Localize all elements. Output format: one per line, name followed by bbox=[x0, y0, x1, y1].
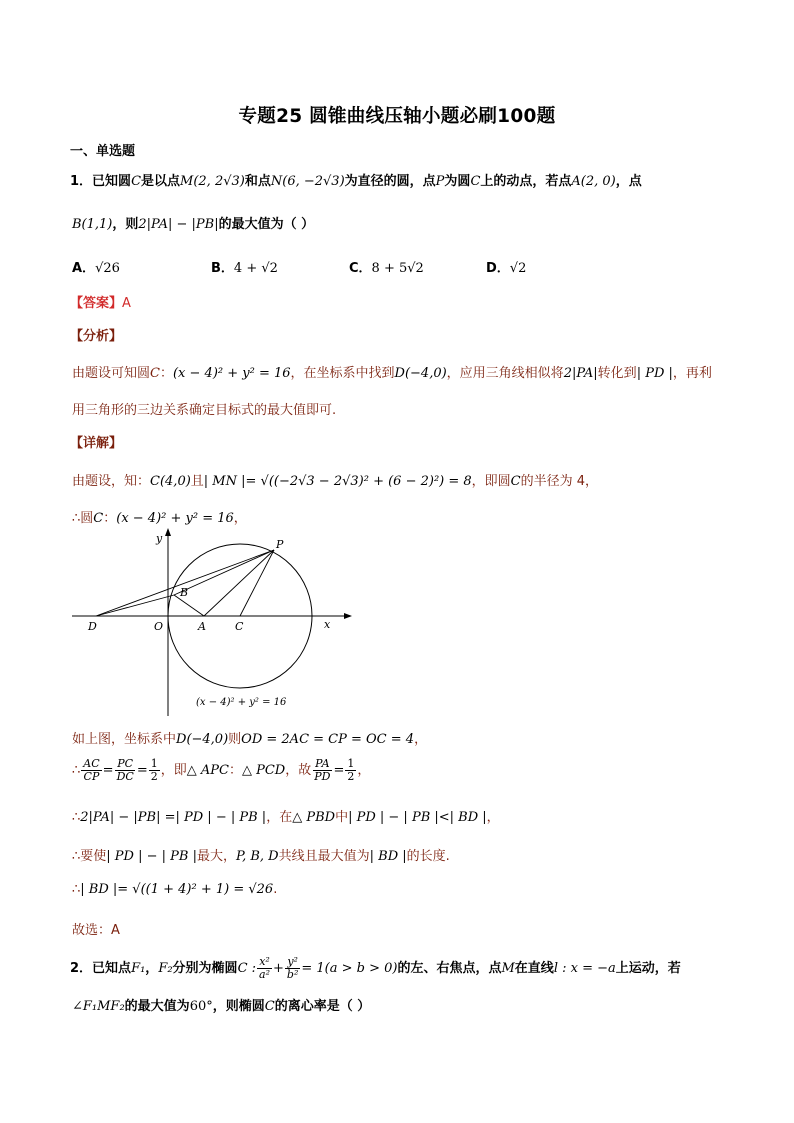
detail-point-c: C(4,0) bbox=[150, 474, 191, 489]
analysis-text: 由题设可知圆 bbox=[72, 366, 151, 381]
option-label: A． bbox=[72, 261, 96, 276]
frac-num: 1 bbox=[347, 757, 355, 770]
analysis-var-c: C bbox=[150, 366, 160, 381]
fraction-ac-cp bbox=[81, 758, 101, 783]
q2-ellipse-rest: = 1(a > b > 0) bbox=[301, 961, 398, 976]
q2-point-m: M bbox=[501, 961, 515, 976]
detail-text: 最大， bbox=[196, 849, 236, 864]
answer-tag: 【答案】 bbox=[70, 296, 123, 311]
option-value: 8 + 5√2 bbox=[371, 261, 424, 276]
q2-text: ， bbox=[145, 961, 159, 976]
fraction-x2-a2 bbox=[257, 956, 272, 981]
detail-mn-equation: | MN |= √((−2√3 − 2√3)² + (6 − 2)²) = 8 bbox=[203, 474, 472, 489]
detail-line-6 bbox=[72, 845, 450, 864]
option-label: C． bbox=[349, 261, 372, 276]
option-value: 4 + √2 bbox=[233, 261, 278, 276]
q1-text: 的最大值为（ ） bbox=[218, 217, 315, 232]
label-p: P bbox=[276, 538, 284, 551]
frac-num: PC bbox=[117, 757, 134, 770]
analysis-line-2: 用三角形的三边关系确定目标式的最大值即可. bbox=[72, 403, 337, 418]
detail-point-d: D(−4,0) bbox=[176, 732, 229, 747]
q2-text: 已知点 bbox=[92, 961, 132, 976]
q1-var-p: P bbox=[435, 174, 445, 189]
option-value: √26 bbox=[95, 261, 120, 276]
segment-db bbox=[96, 595, 174, 616]
detail-line-2 bbox=[72, 507, 247, 526]
detail-var-c: C bbox=[510, 474, 521, 489]
label-a: A bbox=[198, 620, 206, 633]
detail-text: ∴ bbox=[72, 763, 81, 778]
q2-text: 的最大值为 bbox=[124, 999, 190, 1014]
triangle-apc: △ APC bbox=[186, 763, 229, 778]
frac-num: AC bbox=[83, 757, 100, 770]
frac-den: 2 bbox=[347, 770, 355, 783]
q1-text: 为直径的圆，点 bbox=[344, 174, 436, 189]
detail-text: . bbox=[273, 882, 278, 897]
label-x: x bbox=[324, 618, 331, 631]
detail-text: ， bbox=[233, 511, 247, 526]
detail-expression: | PD | − | PB | bbox=[106, 849, 197, 864]
detail-text: ∴ bbox=[72, 882, 81, 897]
analysis-point-d: D(−4,0) bbox=[394, 366, 447, 381]
fraction-pc-dc bbox=[115, 758, 136, 783]
question-2-line-1: 2．已知点F₁，F₂分别为椭圆C : $\frac{\text{x²}}{\text{a²}}$ + $\frac{\text{y²}}{\text{b²}}$ = 1(a > b > 0)的左、右焦点，点M在直线l : x = −a上运动，若 bbox=[70, 955, 681, 981]
option-a[interactable] bbox=[72, 257, 120, 276]
q1-text: 为圆 bbox=[444, 174, 471, 189]
analysis-line-1 bbox=[72, 362, 712, 381]
detail-text: ， bbox=[414, 732, 428, 747]
question-number: 1． bbox=[70, 174, 93, 189]
option-b[interactable] bbox=[211, 257, 278, 276]
q1-text: 是以点 bbox=[141, 174, 181, 189]
label-c: C bbox=[235, 620, 244, 633]
analysis-text: 转化到 bbox=[597, 366, 637, 381]
question-2-line-2 bbox=[72, 995, 370, 1014]
detail-text: ，即圆 bbox=[471, 474, 511, 489]
q2-f2: F₂ bbox=[158, 961, 173, 976]
q1-var-c: C bbox=[131, 174, 142, 189]
q1-text: 上的动点，若点 bbox=[480, 174, 572, 189]
detail-text: 如上图，坐标系中 bbox=[72, 732, 177, 747]
detail-text: ， bbox=[486, 810, 500, 825]
detail-text: ∴要使 bbox=[72, 849, 107, 864]
detail-text: 的半径为 4， bbox=[520, 474, 599, 489]
frac-den: CP bbox=[83, 770, 100, 783]
detail-points: P, B, D bbox=[235, 849, 279, 864]
x-axis-arrow-icon bbox=[344, 613, 352, 619]
frac-num: y² bbox=[287, 955, 298, 968]
choose-line: 故选：A bbox=[72, 923, 120, 938]
q1-text: ，则 bbox=[112, 217, 139, 232]
detail-tag: 【详解】 bbox=[70, 436, 123, 451]
detail-text: 共线且最大值为 bbox=[278, 849, 370, 864]
frac-den: DC bbox=[116, 770, 134, 783]
fraction-half bbox=[149, 758, 160, 783]
q1-var-c: C bbox=[470, 174, 481, 189]
triangle-pbd: △ PBD bbox=[292, 810, 336, 825]
detail-text: ： bbox=[228, 763, 242, 778]
fraction-half-2 bbox=[345, 758, 356, 783]
detail-bd-equation: | BD |= √((1 + 4)² + 1) = √26 bbox=[80, 882, 274, 897]
q1-text: 和点 bbox=[244, 174, 271, 189]
frac-num: x² bbox=[259, 955, 270, 968]
y-axis-arrow-icon bbox=[165, 528, 171, 536]
label-b: B bbox=[180, 586, 189, 599]
triangle-pcd: △ PCD bbox=[241, 763, 286, 778]
q2-text: ，则椭圆 bbox=[212, 999, 265, 1014]
detail-text: ∴ bbox=[72, 810, 81, 825]
detail-text: ： bbox=[103, 511, 117, 526]
analysis-pa: 2|PA| bbox=[563, 366, 598, 381]
q2-degrees: 60° bbox=[189, 999, 213, 1014]
label-y: y bbox=[156, 532, 163, 545]
q2-angle: ∠F₁MF₂ bbox=[72, 999, 125, 1014]
analysis-equation: (x − 4)² + y² = 16 bbox=[172, 366, 291, 381]
q2-text: 的左、右焦点，点 bbox=[397, 961, 502, 976]
segment-ba bbox=[174, 595, 204, 616]
detail-line-3 bbox=[72, 728, 427, 747]
option-label: B． bbox=[211, 261, 234, 276]
question-1-line-2 bbox=[72, 213, 314, 232]
q2-f1: F₁ bbox=[131, 961, 146, 976]
detail-text: ，在 bbox=[266, 810, 293, 825]
analysis-text: ： bbox=[159, 366, 173, 381]
frac-den: PD bbox=[314, 770, 331, 783]
detail-circle-equation: (x − 4)² + y² = 16 bbox=[116, 511, 234, 526]
detail-line-4: ∴ $\frac{AC}{CP}$ = $\frac{PC}{DC}$ = $\frac{1}{2}$ ，即△ APC：△ PCD，故 $\frac{PA}{PD}$ = $\frac{1}{2}$ ， bbox=[72, 757, 371, 783]
detail-length-equation: OD = 2AC = CP = OC = 4 bbox=[241, 732, 415, 747]
segment-pc bbox=[240, 550, 274, 616]
analysis-text: ，再利 bbox=[672, 366, 712, 381]
fraction-pa-pd bbox=[312, 758, 332, 783]
detail-text: ∴圆 bbox=[72, 511, 94, 526]
detail-bd: | BD | bbox=[369, 849, 407, 864]
detail-text: 则 bbox=[228, 732, 242, 747]
option-c[interactable] bbox=[349, 257, 424, 276]
q1-expression: 2|PA| − |PB| bbox=[138, 217, 219, 232]
label-d: D bbox=[88, 620, 97, 633]
question-number: 2． bbox=[70, 961, 93, 976]
label-o: O bbox=[154, 620, 164, 633]
q1-text: ，点 bbox=[615, 174, 642, 189]
detail-text: 中 bbox=[335, 810, 349, 825]
q1-point-b: B(1,1) bbox=[72, 217, 113, 232]
option-d[interactable] bbox=[486, 257, 526, 276]
circle-diagram bbox=[68, 528, 358, 720]
q2-var-c: C bbox=[264, 999, 275, 1014]
detail-text: 由题设，知： bbox=[72, 474, 151, 489]
q1-point-a: A(2, 0) bbox=[571, 174, 616, 189]
segment-pa bbox=[204, 550, 274, 616]
detail-line-1 bbox=[72, 470, 598, 489]
detail-line-5 bbox=[72, 806, 500, 825]
frac-num: PA bbox=[315, 757, 330, 770]
section-heading: 一、单选题 bbox=[70, 144, 136, 159]
option-label: D． bbox=[486, 261, 510, 276]
q1-text: 已知圆 bbox=[92, 174, 132, 189]
question-1-line-1 bbox=[70, 170, 642, 189]
detail-text: 的长度. bbox=[406, 849, 450, 864]
q2-ellipse-c: C : bbox=[237, 961, 257, 976]
answer-line bbox=[70, 292, 131, 311]
detail-equation: 2|PA| − |PB| =| PD | − | PB | bbox=[80, 810, 267, 825]
detail-text: ，即 bbox=[160, 763, 187, 778]
segment-pd bbox=[96, 550, 274, 616]
frac-den: b² bbox=[286, 968, 299, 981]
detail-text: ，故 bbox=[285, 763, 312, 778]
analysis-text: ，在坐标系中找到 bbox=[290, 366, 395, 381]
detail-text: ， bbox=[357, 763, 371, 778]
option-value: √2 bbox=[509, 261, 527, 276]
answer-value: A bbox=[122, 296, 131, 311]
analysis-pd: | PD | bbox=[636, 366, 673, 381]
detail-text: 且 bbox=[190, 474, 204, 489]
analysis-tag: 【分析】 bbox=[70, 329, 123, 344]
q2-text: 在直线 bbox=[514, 961, 554, 976]
analysis-text: ，应用三角线相似将 bbox=[446, 366, 564, 381]
detail-inequality: | PD | − | PB |<| BD | bbox=[348, 810, 487, 825]
frac-num: 1 bbox=[150, 757, 158, 770]
q1-point-m: M(2, 2√3) bbox=[180, 174, 245, 189]
q1-point-n: N(6, −2√3) bbox=[270, 174, 345, 189]
q2-text: 分别为椭圆 bbox=[172, 961, 238, 976]
page-title: 专题25 圆锥曲线压轴小题必刷100题 bbox=[238, 106, 556, 127]
q2-text: 上运动，若 bbox=[615, 961, 681, 976]
detail-var-c: C bbox=[93, 511, 104, 526]
frac-den: a² bbox=[259, 968, 270, 981]
segment-pb bbox=[174, 550, 274, 595]
q2-line: l : x = −a bbox=[553, 961, 616, 976]
detail-line-7 bbox=[72, 882, 277, 897]
figure-equation: (x − 4)² + y² = 16 bbox=[196, 697, 287, 708]
frac-den: 2 bbox=[150, 770, 158, 783]
fraction-y2-b2 bbox=[285, 956, 300, 981]
q2-text: 的离心率是（ ） bbox=[274, 999, 371, 1014]
